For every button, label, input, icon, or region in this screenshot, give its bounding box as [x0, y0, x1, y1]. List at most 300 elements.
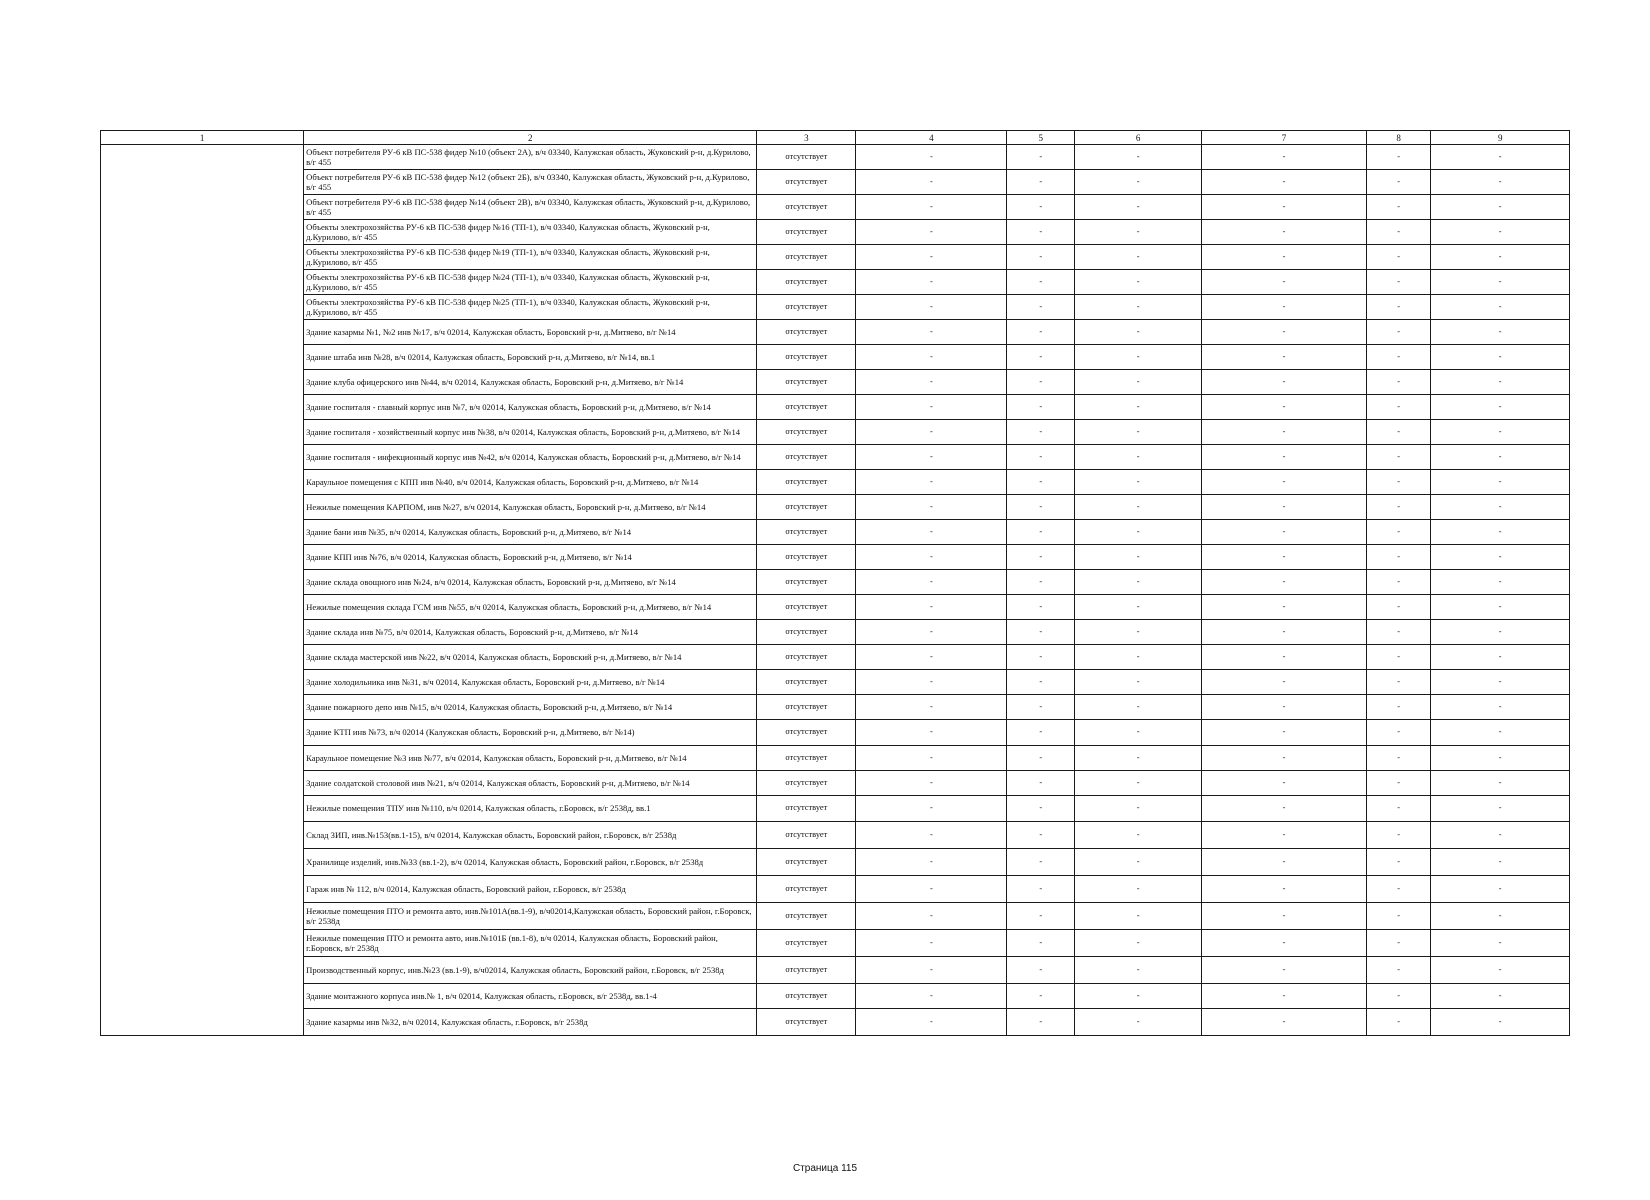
- object-description-cell: Здание штаба инв №28, в/ч 02014, Калужская область, Боровский р-н, д.Митяево, в/г №14, вв.1: [304, 345, 757, 370]
- object-description-cell: Здание госпиталя - инфекционный корпус инв №42, в/ч 02014, Калужская область, Боровский р-н, д.Митяево, в/г №14: [304, 445, 757, 470]
- value-cell-col-4: -: [856, 245, 1007, 270]
- object-description-cell: Нежилые помещения ПТО и ремонта авто, инв.№101А(вв.1-9), в/ч02014,Калужская область, Боровский район, г.Боровск, в/г 2538д: [304, 903, 757, 930]
- value-cell-col-8: -: [1366, 620, 1431, 645]
- value-cell-col-7: -: [1202, 270, 1367, 295]
- value-cell-col-5: -: [1007, 345, 1075, 370]
- table-row: [101, 720, 1570, 746]
- object-description-cell: Объект потребителя РУ-6 кВ ПС-538 фидер №12 (объект 2Б), в/ч 03340, Калужская область, Жуковский р-н, д.Курилово, в/г 455: [304, 170, 757, 195]
- status-cell: отсутствует: [757, 395, 856, 420]
- value-cell-col-6: -: [1075, 620, 1202, 645]
- value-cell-col-5: -: [1007, 570, 1075, 595]
- status-cell: отсутствует: [757, 796, 856, 822]
- group-cell: [101, 170, 304, 195]
- table-row: [101, 370, 1570, 395]
- value-cell-col-6: -: [1075, 876, 1202, 903]
- object-description-cell: Объекты электрохозяйства РУ-6 кВ ПС-538 фидер №19 (ТП-1), в/ч 03340, Калужская область, Жуковский р-н, д.Курилово, в/г 455: [304, 245, 757, 270]
- table-row: [101, 695, 1570, 720]
- column-header: 5: [1007, 131, 1075, 145]
- status-cell: отсутствует: [757, 1009, 856, 1036]
- value-cell-col-8: -: [1366, 470, 1431, 495]
- value-cell-col-9: -: [1431, 822, 1570, 849]
- status-cell: отсутствует: [757, 520, 856, 545]
- table-row: [101, 295, 1570, 320]
- status-cell: отсутствует: [757, 145, 856, 170]
- value-cell-col-4: -: [856, 495, 1007, 520]
- object-description-cell: Нежилые помещения склада ГСМ инв №55, в/ч 02014, Калужская область, Боровский р-н, д.Митяево, в/г №14: [304, 595, 757, 620]
- value-cell-col-4: -: [856, 395, 1007, 420]
- object-description-cell: Здание КТП инв №73, в/ч 02014 (Калужская область, Боровский р-н, д.Митяево, в/г №14): [304, 720, 757, 746]
- table-row: [101, 595, 1570, 620]
- object-description-cell: Здание пожарного депо инв №15, в/ч 02014, Калужская область, Боровский р-н, д.Митяево, в/г №14: [304, 695, 757, 720]
- column-header: 2: [304, 131, 757, 145]
- object-description-cell: Здание клуба офицерского инв №44, в/ч 02014, Калужская область, Боровский р-н, д.Митяево, в/г №14: [304, 370, 757, 395]
- value-cell-col-8: -: [1366, 370, 1431, 395]
- value-cell-col-6: -: [1075, 695, 1202, 720]
- group-cell: [101, 849, 304, 876]
- table-row: [101, 1009, 1570, 1036]
- group-cell: [101, 270, 304, 295]
- status-cell: отсутствует: [757, 270, 856, 295]
- value-cell-col-6: -: [1075, 771, 1202, 796]
- value-cell-col-7: -: [1202, 595, 1367, 620]
- value-cell-col-7: -: [1202, 570, 1367, 595]
- object-description-cell: Объекты электрохозяйства РУ-6 кВ ПС-538 фидер №25 (ТП-1), в/ч 03340, Калужская область, Жуковский р-н, д.Курилово, в/г 455: [304, 295, 757, 320]
- value-cell-col-6: -: [1075, 345, 1202, 370]
- value-cell-col-6: -: [1075, 595, 1202, 620]
- value-cell-col-9: -: [1431, 445, 1570, 470]
- object-description-cell: Здание солдатской столовой инв №21, в/ч 02014, Калужская область, Боровский р-н, д.Митяево, в/г №14: [304, 771, 757, 796]
- table-row: [101, 620, 1570, 645]
- value-cell-col-6: -: [1075, 670, 1202, 695]
- value-cell-col-4: -: [856, 822, 1007, 849]
- value-cell-col-4: -: [856, 670, 1007, 695]
- value-cell-col-5: -: [1007, 796, 1075, 822]
- value-cell-col-8: -: [1366, 796, 1431, 822]
- group-cell: [101, 957, 304, 984]
- value-cell-col-9: -: [1431, 370, 1570, 395]
- object-description-cell: Производственный корпус, инв.№23 (вв.1-9), в/ч02014, Калужская область, Боровский район, г.Боровск, в/г 2538д: [304, 957, 757, 984]
- group-cell: [101, 195, 304, 220]
- status-cell: отсутствует: [757, 771, 856, 796]
- value-cell-col-5: -: [1007, 170, 1075, 195]
- value-cell-col-6: -: [1075, 395, 1202, 420]
- table-row: [101, 320, 1570, 345]
- object-description-cell: Здание склада мастерской инв №22, в/ч 02014, Калужская область, Боровский р-н, д.Митяево, в/г №14: [304, 645, 757, 670]
- column-header: 6: [1075, 131, 1202, 145]
- object-description-cell: Здание склада овощного инв №24, в/ч 02014, Калужская область, Боровский р-н, д.Митяево, в/г №14: [304, 570, 757, 595]
- status-cell: отсутствует: [757, 420, 856, 445]
- table-row: [101, 270, 1570, 295]
- value-cell-col-6: -: [1075, 720, 1202, 746]
- table-row: [101, 145, 1570, 170]
- value-cell-col-4: -: [856, 145, 1007, 170]
- value-cell-col-7: -: [1202, 1009, 1367, 1036]
- object-description-cell: Здание холодильника инв №31, в/ч 02014, Калужская область, Боровский р-н, д.Митяево, в/г №14: [304, 670, 757, 695]
- status-cell: отсутствует: [757, 370, 856, 395]
- status-cell: отсутствует: [757, 195, 856, 220]
- value-cell-col-4: -: [856, 370, 1007, 395]
- value-cell-col-5: -: [1007, 903, 1075, 930]
- value-cell-col-7: -: [1202, 245, 1367, 270]
- group-cell: [101, 395, 304, 420]
- value-cell-col-4: -: [856, 545, 1007, 570]
- table-row: [101, 445, 1570, 470]
- status-cell: отсутствует: [757, 595, 856, 620]
- table-row: [101, 570, 1570, 595]
- value-cell-col-6: -: [1075, 570, 1202, 595]
- group-cell: [101, 470, 304, 495]
- value-cell-col-5: -: [1007, 984, 1075, 1009]
- value-cell-col-5: -: [1007, 595, 1075, 620]
- status-cell: отсутствует: [757, 320, 856, 345]
- value-cell-col-9: -: [1431, 930, 1570, 957]
- value-cell-col-8: -: [1366, 670, 1431, 695]
- object-description-cell: Объект потребителя РУ-6 кВ ПС-538 фидер №10 (объект 2А), в/ч 03340, Калужская область, Жуковский р-н, д.Курилово, в/г 455: [304, 145, 757, 170]
- value-cell-col-7: -: [1202, 930, 1367, 957]
- group-cell: [101, 796, 304, 822]
- value-cell-col-4: -: [856, 595, 1007, 620]
- group-cell: [101, 930, 304, 957]
- value-cell-col-5: -: [1007, 930, 1075, 957]
- status-cell: отсутствует: [757, 645, 856, 670]
- table-row: [101, 495, 1570, 520]
- status-cell: отсутствует: [757, 903, 856, 930]
- object-description-cell: Здание госпиталя - главный корпус инв №7, в/ч 02014, Калужская область, Боровский р-н, д.Митяево, в/г №14: [304, 395, 757, 420]
- value-cell-col-7: -: [1202, 195, 1367, 220]
- status-cell: отсутствует: [757, 345, 856, 370]
- group-cell: [101, 903, 304, 930]
- value-cell-col-9: -: [1431, 720, 1570, 746]
- group-cell: [101, 145, 304, 170]
- value-cell-col-8: -: [1366, 645, 1431, 670]
- status-cell: отсутствует: [757, 695, 856, 720]
- object-description-cell: Здание склада инв №75, в/ч 02014, Калужская область, Боровский р-н, д.Митяево, в/г №14: [304, 620, 757, 645]
- value-cell-col-4: -: [856, 295, 1007, 320]
- value-cell-col-6: -: [1075, 320, 1202, 345]
- value-cell-col-7: -: [1202, 145, 1367, 170]
- value-cell-col-6: -: [1075, 170, 1202, 195]
- value-cell-col-9: -: [1431, 695, 1570, 720]
- value-cell-col-7: -: [1202, 957, 1367, 984]
- column-header: 1: [101, 131, 304, 145]
- value-cell-col-9: -: [1431, 470, 1570, 495]
- value-cell-col-8: -: [1366, 395, 1431, 420]
- status-cell: отсутствует: [757, 470, 856, 495]
- table-row: [101, 746, 1570, 771]
- status-cell: отсутствует: [757, 957, 856, 984]
- value-cell-col-7: -: [1202, 395, 1367, 420]
- value-cell-col-6: -: [1075, 849, 1202, 876]
- value-cell-col-7: -: [1202, 170, 1367, 195]
- value-cell-col-7: -: [1202, 520, 1367, 545]
- value-cell-col-7: -: [1202, 984, 1367, 1009]
- value-cell-col-9: -: [1431, 620, 1570, 645]
- value-cell-col-8: -: [1366, 930, 1431, 957]
- value-cell-col-6: -: [1075, 220, 1202, 245]
- value-cell-col-8: -: [1366, 720, 1431, 746]
- value-cell-col-9: -: [1431, 903, 1570, 930]
- value-cell-col-6: -: [1075, 470, 1202, 495]
- column-header: 4: [856, 131, 1007, 145]
- column-header: 7: [1202, 131, 1367, 145]
- value-cell-col-4: -: [856, 930, 1007, 957]
- group-cell: [101, 720, 304, 746]
- value-cell-col-9: -: [1431, 395, 1570, 420]
- object-description-cell: Гараж инв № 112, в/ч 02014, Калужская область, Боровский район, г.Боровск, в/г 2538д: [304, 876, 757, 903]
- table-row: [101, 771, 1570, 796]
- value-cell-col-5: -: [1007, 520, 1075, 545]
- value-cell-col-7: -: [1202, 746, 1367, 771]
- value-cell-col-9: -: [1431, 420, 1570, 445]
- value-cell-col-6: -: [1075, 957, 1202, 984]
- object-description-cell: Здание монтажного корпуса инв.№ 1, в/ч 02014, Калужская область, г.Боровск, в/г 2538д, вв.1-4: [304, 984, 757, 1009]
- status-cell: отсутствует: [757, 822, 856, 849]
- value-cell-col-7: -: [1202, 822, 1367, 849]
- value-cell-col-5: -: [1007, 320, 1075, 345]
- value-cell-col-8: -: [1366, 270, 1431, 295]
- value-cell-col-5: -: [1007, 822, 1075, 849]
- status-cell: отсутствует: [757, 876, 856, 903]
- table-row: [101, 796, 1570, 822]
- value-cell-col-9: -: [1431, 670, 1570, 695]
- group-cell: [101, 245, 304, 270]
- value-cell-col-6: -: [1075, 645, 1202, 670]
- value-cell-col-9: -: [1431, 320, 1570, 345]
- value-cell-col-4: -: [856, 746, 1007, 771]
- value-cell-col-4: -: [856, 645, 1007, 670]
- value-cell-col-8: -: [1366, 445, 1431, 470]
- page-number: Страница 115: [792, 1163, 858, 1174]
- value-cell-col-5: -: [1007, 957, 1075, 984]
- value-cell-col-7: -: [1202, 849, 1367, 876]
- value-cell-col-9: -: [1431, 195, 1570, 220]
- value-cell-col-5: -: [1007, 270, 1075, 295]
- value-cell-col-6: -: [1075, 195, 1202, 220]
- value-cell-col-8: -: [1366, 595, 1431, 620]
- value-cell-col-5: -: [1007, 195, 1075, 220]
- value-cell-col-9: -: [1431, 545, 1570, 570]
- value-cell-col-7: -: [1202, 445, 1367, 470]
- value-cell-col-9: -: [1431, 746, 1570, 771]
- table-row: [101, 395, 1570, 420]
- object-description-cell: Нежилые помещения ТПУ инв №110, в/ч 02014, Калужская область, г.Боровск, в/г 2538д, вв.1: [304, 796, 757, 822]
- group-cell: [101, 876, 304, 903]
- value-cell-col-4: -: [856, 220, 1007, 245]
- value-cell-col-7: -: [1202, 295, 1367, 320]
- group-cell: [101, 495, 304, 520]
- value-cell-col-6: -: [1075, 796, 1202, 822]
- object-description-cell: Здание казармы инв №32, в/ч 02014, Калужская область, г.Боровск, в/г 2538д: [304, 1009, 757, 1036]
- group-cell: [101, 420, 304, 445]
- value-cell-col-5: -: [1007, 495, 1075, 520]
- value-cell-col-5: -: [1007, 395, 1075, 420]
- value-cell-col-5: -: [1007, 746, 1075, 771]
- value-cell-col-5: -: [1007, 720, 1075, 746]
- status-cell: отсутствует: [757, 849, 856, 876]
- value-cell-col-7: -: [1202, 495, 1367, 520]
- value-cell-col-4: -: [856, 570, 1007, 595]
- group-cell: [101, 822, 304, 849]
- value-cell-col-6: -: [1075, 295, 1202, 320]
- value-cell-col-4: -: [856, 170, 1007, 195]
- table-row: [101, 220, 1570, 245]
- table-row: [101, 984, 1570, 1009]
- value-cell-col-7: -: [1202, 420, 1367, 445]
- object-description-cell: Нежилые помещения ПТО и ремонта авто, инв.№101Б (вв.1-8), в/ч 02014, Калужская область, Боровский район, г.Боровск, в/г 2538д: [304, 930, 757, 957]
- object-description-cell: Объект потребителя РУ-6 кВ ПС-538 фидер №14 (объект 2В), в/ч 03340, Калужская область, Жуковский р-н, д.Курилово, в/г 455: [304, 195, 757, 220]
- status-cell: отсутствует: [757, 445, 856, 470]
- value-cell-col-7: -: [1202, 220, 1367, 245]
- table-row: [101, 520, 1570, 545]
- value-cell-col-7: -: [1202, 670, 1367, 695]
- value-cell-col-6: -: [1075, 930, 1202, 957]
- object-description-cell: Здание бани инв №35, в/ч 02014, Калужская область, Боровский р-н, д.Митяево, в/г №14: [304, 520, 757, 545]
- value-cell-col-7: -: [1202, 720, 1367, 746]
- value-cell-col-6: -: [1075, 545, 1202, 570]
- table-row: [101, 470, 1570, 495]
- value-cell-col-6: -: [1075, 822, 1202, 849]
- value-cell-col-9: -: [1431, 771, 1570, 796]
- value-cell-col-5: -: [1007, 420, 1075, 445]
- table-row: [101, 876, 1570, 903]
- value-cell-col-4: -: [856, 771, 1007, 796]
- value-cell-col-5: -: [1007, 771, 1075, 796]
- object-description-cell: Здание казармы №1, №2 инв №17, в/ч 02014, Калужская область, Боровский р-н, д.Митяево, в/г №14: [304, 320, 757, 345]
- table-row: [101, 420, 1570, 445]
- value-cell-col-8: -: [1366, 771, 1431, 796]
- value-cell-col-8: -: [1366, 903, 1431, 930]
- value-cell-col-9: -: [1431, 295, 1570, 320]
- value-cell-col-5: -: [1007, 220, 1075, 245]
- value-cell-col-8: -: [1366, 170, 1431, 195]
- table-row: [101, 645, 1570, 670]
- value-cell-col-7: -: [1202, 771, 1367, 796]
- value-cell-col-4: -: [856, 984, 1007, 1009]
- registry-table: [100, 130, 1570, 1036]
- value-cell-col-5: -: [1007, 876, 1075, 903]
- value-cell-col-7: -: [1202, 903, 1367, 930]
- value-cell-col-6: -: [1075, 746, 1202, 771]
- value-cell-col-4: -: [856, 345, 1007, 370]
- value-cell-col-4: -: [856, 695, 1007, 720]
- value-cell-col-6: -: [1075, 145, 1202, 170]
- group-cell: [101, 695, 304, 720]
- value-cell-col-5: -: [1007, 295, 1075, 320]
- value-cell-col-9: -: [1431, 849, 1570, 876]
- value-cell-col-7: -: [1202, 796, 1367, 822]
- value-cell-col-6: -: [1075, 495, 1202, 520]
- value-cell-col-4: -: [856, 195, 1007, 220]
- value-cell-col-9: -: [1431, 495, 1570, 520]
- value-cell-col-9: -: [1431, 570, 1570, 595]
- value-cell-col-4: -: [856, 620, 1007, 645]
- value-cell-col-8: -: [1366, 295, 1431, 320]
- value-cell-col-4: -: [856, 445, 1007, 470]
- object-description-cell: Объекты электрохозяйства РУ-6 кВ ПС-538 фидер №24 (ТП-1), в/ч 03340, Калужская область, Жуковский р-н, д.Курилово, в/г 455: [304, 270, 757, 295]
- status-cell: отсутствует: [757, 720, 856, 746]
- value-cell-col-5: -: [1007, 545, 1075, 570]
- value-cell-col-8: -: [1366, 957, 1431, 984]
- group-cell: [101, 595, 304, 620]
- status-cell: отсутствует: [757, 545, 856, 570]
- value-cell-col-9: -: [1431, 520, 1570, 545]
- value-cell-col-7: -: [1202, 370, 1367, 395]
- status-cell: отсутствует: [757, 620, 856, 645]
- group-cell: [101, 345, 304, 370]
- value-cell-col-8: -: [1366, 545, 1431, 570]
- value-cell-col-9: -: [1431, 645, 1570, 670]
- value-cell-col-8: -: [1366, 1009, 1431, 1036]
- object-description-cell: Здание госпиталя - хозяйственный корпус инв №38, в/ч 02014, Калужская область, Боровский р-н, д.Митяево, в/г №14: [304, 420, 757, 445]
- value-cell-col-4: -: [856, 470, 1007, 495]
- value-cell-col-8: -: [1366, 984, 1431, 1009]
- value-cell-col-5: -: [1007, 245, 1075, 270]
- group-cell: [101, 445, 304, 470]
- object-description-cell: Нежилые помещения КАРПОМ, инв №27, в/ч 02014, Калужская область, Боровский р-н, д.Митяево, в/г №14: [304, 495, 757, 520]
- header-row: [101, 131, 1570, 145]
- value-cell-col-6: -: [1075, 270, 1202, 295]
- group-cell: [101, 320, 304, 345]
- group-cell: [101, 295, 304, 320]
- value-cell-col-7: -: [1202, 645, 1367, 670]
- value-cell-col-4: -: [856, 1009, 1007, 1036]
- table-row: [101, 903, 1570, 930]
- group-cell: [101, 570, 304, 595]
- value-cell-col-4: -: [856, 849, 1007, 876]
- value-cell-col-4: -: [856, 270, 1007, 295]
- table-row: [101, 345, 1570, 370]
- value-cell-col-4: -: [856, 876, 1007, 903]
- value-cell-col-9: -: [1431, 1009, 1570, 1036]
- group-cell: [101, 545, 304, 570]
- value-cell-col-7: -: [1202, 545, 1367, 570]
- group-cell: [101, 645, 304, 670]
- value-cell-col-6: -: [1075, 445, 1202, 470]
- group-cell: [101, 984, 304, 1009]
- group-cell: [101, 520, 304, 545]
- value-cell-col-9: -: [1431, 876, 1570, 903]
- object-description-cell: Склад ЗИП, инв.№153(вв.1-15), в/ч 02014, Калужская область, Боровский район, г.Боровск, в/г 2538д: [304, 822, 757, 849]
- table-row: [101, 930, 1570, 957]
- value-cell-col-9: -: [1431, 957, 1570, 984]
- value-cell-col-7: -: [1202, 620, 1367, 645]
- value-cell-col-8: -: [1366, 345, 1431, 370]
- value-cell-col-7: -: [1202, 345, 1367, 370]
- table-row: [101, 822, 1570, 849]
- value-cell-col-6: -: [1075, 984, 1202, 1009]
- status-cell: отсутствует: [757, 295, 856, 320]
- value-cell-col-5: -: [1007, 445, 1075, 470]
- value-cell-col-9: -: [1431, 245, 1570, 270]
- value-cell-col-9: -: [1431, 220, 1570, 245]
- value-cell-col-6: -: [1075, 370, 1202, 395]
- value-cell-col-7: -: [1202, 470, 1367, 495]
- value-cell-col-9: -: [1431, 170, 1570, 195]
- table-row: [101, 245, 1570, 270]
- value-cell-col-4: -: [856, 520, 1007, 545]
- value-cell-col-4: -: [856, 720, 1007, 746]
- table-row: [101, 670, 1570, 695]
- table-row: [101, 170, 1570, 195]
- value-cell-col-8: -: [1366, 195, 1431, 220]
- group-cell: [101, 370, 304, 395]
- status-cell: отсутствует: [757, 984, 856, 1009]
- status-cell: отсутствует: [757, 570, 856, 595]
- object-description-cell: Караульное помещения с КПП инв №40, в/ч 02014, Калужская область, Боровский р-н, д.Митяево, в/г №14: [304, 470, 757, 495]
- group-cell: [101, 1009, 304, 1036]
- value-cell-col-7: -: [1202, 320, 1367, 345]
- value-cell-col-6: -: [1075, 420, 1202, 445]
